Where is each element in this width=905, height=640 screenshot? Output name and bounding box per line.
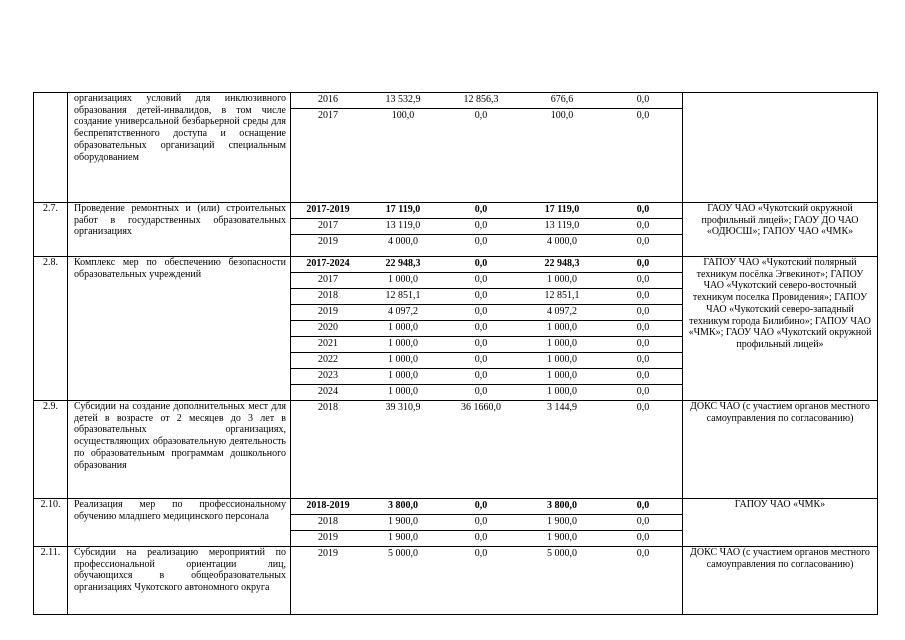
row-number: 2.7.	[34, 203, 68, 257]
funding-total: 100,0	[391, 110, 415, 121]
funding-federal: 0,0	[474, 500, 488, 511]
funding-year-line	[291, 352, 682, 368]
row-number: 2.9.	[34, 401, 68, 499]
funding-year-line	[291, 368, 682, 384]
funding-year: 2020	[318, 322, 338, 333]
measure-description: Субсидии на создание дополнительных мест для детей в возрасте от 2 месяцев до 3 лет в образовательных организациях, осуществляющих образовательную деятельность по образовательным программам дошкольного образования	[68, 401, 291, 499]
funding-local: 0,0	[636, 548, 650, 559]
funding-total: 1 000,0	[388, 274, 418, 285]
funding-breakdown	[291, 93, 683, 203]
table-row	[34, 203, 878, 257]
executor: ГАПОУ ЧАО «ЧМК»	[683, 499, 878, 547]
funding-year: 2017	[318, 220, 338, 231]
funding-local: 0,0	[636, 258, 650, 269]
funding-total: 1 900,0	[388, 516, 418, 527]
funding-regional: 5 000,0	[547, 548, 577, 559]
funding-regional: 1 000,0	[547, 370, 577, 381]
funding-local: 0,0	[636, 386, 650, 397]
funding-federal: 0,0	[474, 532, 488, 543]
funding-total: 3 800,0	[388, 500, 418, 511]
funding-federal: 12 856,3	[463, 94, 499, 105]
funding-year-line	[291, 530, 682, 546]
funding-federal: 0,0	[474, 322, 488, 333]
funding-local: 0,0	[636, 500, 650, 511]
funding-local: 0,0	[636, 306, 650, 317]
funding-local: 0,0	[636, 290, 650, 301]
measure-description: Проведение ремонтных и (или) строительных работ в государственных образовательных организациях	[68, 203, 291, 257]
funding-total-line	[291, 257, 682, 272]
funding-year-line	[291, 320, 682, 336]
measure-description: организациях условий для инклюзивного образования детей-инвалидов, в том числе создание универсальной безбарьерной среды для беспрепятственного доступа и оснащение образовательных организаций специальным оборудованием	[68, 93, 291, 203]
executor: ДОКС ЧАО (с участием органов местного самоуправления по согласованию)	[683, 401, 878, 499]
funding-regional: 4 097,2	[547, 306, 577, 317]
funding-year-line	[291, 234, 682, 250]
funding-total: 4 000,0	[388, 236, 418, 247]
funding-federal: 0,0	[474, 354, 488, 365]
funding-year-line	[291, 108, 682, 124]
funding-total: 39 310,9	[385, 402, 421, 413]
funding-breakdown	[291, 401, 683, 499]
funding-regional: 1 000,0	[547, 322, 577, 333]
funding-federal: 36 1660,0	[461, 402, 501, 413]
table-row	[34, 547, 878, 615]
funding-total: 1 000,0	[388, 338, 418, 349]
row-number: 2.8.	[34, 257, 68, 401]
measure-description: Субсидии на реализацию мероприятий по профессиональной ориентации лиц, обучающихся в общеобразовательных организациях Чукотского автономного округа	[68, 547, 291, 615]
funding-year: 2022	[318, 354, 338, 365]
funding-total: 12 851,1	[385, 290, 421, 301]
funding-year: 2017	[318, 274, 338, 285]
funding-breakdown	[291, 203, 683, 257]
funding-regional: 1 000,0	[547, 386, 577, 397]
funding-local: 0,0	[636, 274, 650, 285]
executor: ДОКС ЧАО (с участием органов местного самоуправления по согласованию)	[683, 547, 878, 615]
budget-table	[33, 92, 878, 615]
funding-local: 0,0	[636, 532, 650, 543]
row-number	[34, 93, 68, 203]
funding-regional: 1 900,0	[547, 516, 577, 527]
executor: ГАОУ ЧАО «Чукотский окружной профильный лицей»; ГАОУ ДО ЧАО «ОДЮСШ»; ГАПОУ ЧАО «ЧМК»	[683, 203, 878, 257]
funding-year-line	[291, 93, 682, 108]
funding-breakdown	[291, 547, 683, 615]
funding-total: 1 000,0	[388, 370, 418, 381]
funding-regional: 100,0	[550, 110, 574, 121]
funding-year-line	[291, 218, 682, 234]
funding-year: 2018	[318, 402, 338, 413]
funding-local: 0,0	[636, 370, 650, 381]
funding-year-line	[291, 401, 682, 416]
funding-federal: 0,0	[474, 220, 488, 231]
funding-year: 2017-2019	[306, 204, 350, 215]
funding-breakdown	[291, 257, 683, 401]
funding-local: 0,0	[636, 204, 650, 215]
funding-total: 1 900,0	[388, 532, 418, 543]
funding-regional: 3 800,0	[547, 500, 577, 511]
funding-local: 0,0	[636, 220, 650, 231]
funding-year: 2023	[318, 370, 338, 381]
row-number: 2.10.	[34, 499, 68, 547]
funding-local: 0,0	[636, 354, 650, 365]
funding-year-line	[291, 384, 682, 400]
funding-total: 22 948,3	[385, 258, 421, 269]
funding-year-line	[291, 547, 682, 562]
funding-total: 5 000,0	[388, 548, 418, 559]
funding-year: 2019	[318, 236, 338, 247]
funding-federal: 0,0	[474, 204, 488, 215]
funding-year: 2019	[318, 306, 338, 317]
measure-description: Реализация мер по профессиональному обучению младшего медицинского персонала	[68, 499, 291, 547]
funding-regional: 17 119,0	[544, 204, 580, 215]
funding-total: 1 000,0	[388, 386, 418, 397]
funding-regional: 676,6	[550, 94, 574, 105]
funding-federal: 0,0	[474, 110, 488, 121]
funding-regional: 13 119,0	[544, 220, 580, 231]
funding-year: 2018	[318, 516, 338, 527]
table-row	[34, 93, 878, 203]
executor: ГАПОУ ЧАО «Чукотский полярный техникум посёлка Эгвекинот»; ГАПОУ ЧАО «Чукотский северо-восточный техникум поселка Провидения»; ГАПОУ ЧАО «Чукотский северо-западный техникум города Билибино»; ГАПОУ ЧАО «ЧМК»; ГАОУ ЧАО «Чукотский окружной профильный лицей»	[683, 257, 878, 401]
table-row	[34, 257, 878, 401]
funding-regional: 1 000,0	[547, 338, 577, 349]
funding-year: 2017	[318, 110, 338, 121]
funding-local: 0,0	[636, 110, 650, 121]
funding-year: 2017-2024	[306, 258, 350, 269]
funding-year: 2016	[318, 94, 338, 105]
funding-local: 0,0	[636, 516, 650, 527]
funding-total: 1 000,0	[388, 354, 418, 365]
funding-year: 2019	[318, 548, 338, 559]
funding-local: 0,0	[636, 322, 650, 333]
funding-federal: 0,0	[474, 236, 488, 247]
funding-year-line	[291, 288, 682, 304]
funding-federal: 0,0	[474, 370, 488, 381]
funding-federal: 0,0	[474, 306, 488, 317]
funding-year: 2019	[318, 532, 338, 543]
funding-regional: 22 948,3	[544, 258, 580, 269]
funding-breakdown	[291, 499, 683, 547]
executor	[683, 93, 878, 203]
row-number: 2.11.	[34, 547, 68, 615]
funding-local: 0,0	[636, 338, 650, 349]
funding-total: 13 119,0	[385, 220, 421, 231]
funding-year: 2018-2019	[306, 500, 350, 511]
funding-year: 2018	[318, 290, 338, 301]
funding-federal: 0,0	[474, 274, 488, 285]
table-row	[34, 499, 878, 547]
funding-year-line	[291, 514, 682, 530]
funding-federal: 0,0	[474, 338, 488, 349]
funding-federal: 0,0	[474, 516, 488, 527]
funding-federal: 0,0	[474, 548, 488, 559]
funding-total: 1 000,0	[388, 322, 418, 333]
funding-total-line	[291, 499, 682, 514]
table-row	[34, 401, 878, 499]
measure-description: Комплекс мер по обеспечению безопасности образовательных учреждений	[68, 257, 291, 401]
funding-local: 0,0	[636, 236, 650, 247]
funding-federal: 0,0	[474, 258, 488, 269]
funding-regional: 1 900,0	[547, 532, 577, 543]
funding-regional: 1 000,0	[547, 274, 577, 285]
funding-year: 2021	[318, 338, 338, 349]
budget-table-body	[34, 93, 878, 615]
funding-year: 2024	[318, 386, 338, 397]
funding-federal: 0,0	[474, 290, 488, 301]
funding-regional: 3 144,9	[547, 402, 577, 413]
funding-federal: 0,0	[474, 386, 488, 397]
funding-local: 0,0	[636, 94, 650, 105]
funding-total: 17 119,0	[385, 204, 421, 215]
funding-total-line	[291, 203, 682, 218]
funding-regional: 12 851,1	[544, 290, 580, 301]
funding-regional: 4 000,0	[547, 236, 577, 247]
funding-year-line	[291, 304, 682, 320]
funding-local: 0,0	[636, 402, 650, 413]
funding-total: 4 097,2	[388, 306, 418, 317]
funding-year-line	[291, 336, 682, 352]
funding-year-line	[291, 272, 682, 288]
funding-regional: 1 000,0	[547, 354, 577, 365]
funding-total: 13 532,9	[385, 94, 421, 105]
